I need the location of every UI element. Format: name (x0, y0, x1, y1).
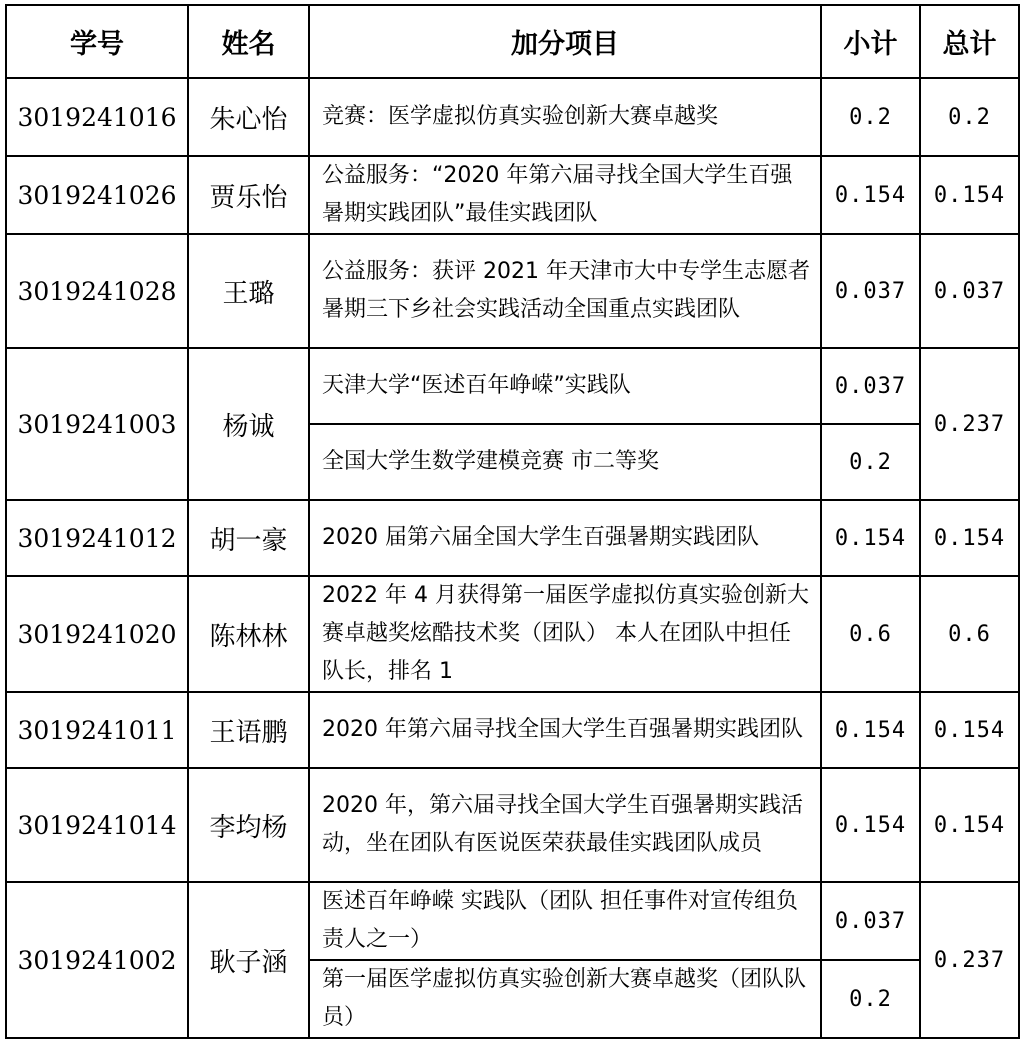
student-id-cell: 3019241012 (6, 500, 188, 576)
total-cell: 0.154 (920, 500, 1019, 576)
total-cell: 0.154 (920, 768, 1019, 882)
total-cell: 0.237 (920, 348, 1019, 500)
table-row (6, 576, 1019, 692)
table-row (6, 768, 1019, 882)
student-name-cell: 王璐 (188, 234, 309, 348)
header-row (6, 5, 1019, 78)
total-cell: 0.237 (920, 882, 1019, 1038)
student-id-cell: 3019241016 (6, 78, 188, 156)
student-id-cell: 3019241014 (6, 768, 188, 882)
student-name-cell: 陈林林 (188, 576, 309, 692)
bonus-item-cell: 2020 年第六届寻找全国大学生百强暑期实践团队 (309, 692, 821, 768)
header-bonus-item: 加分项目 (309, 5, 821, 78)
table-row (6, 500, 1019, 576)
student-name-cell: 杨诚 (188, 348, 309, 500)
student-name-cell: 贾乐怡 (188, 156, 309, 234)
table-row (6, 348, 1019, 424)
bonus-item-cell: 公益服务：“2020 年第六届寻找全国大学生百强暑期实践团队”最佳实践团队 (309, 156, 821, 234)
bonus-item-cell: 天津大学“医述百年峥嵘”实践队 (309, 348, 821, 424)
subtotal-cell: 0.154 (821, 768, 920, 882)
subtotal-cell: 0.037 (821, 882, 920, 960)
student-id-cell: 3019241011 (6, 692, 188, 768)
subtotal-cell: 0.154 (821, 500, 920, 576)
bonus-item-cell: 公益服务：获评 2021 年天津市大中专学生志愿者暑期三下乡社会实践活动全国重点实践团队 (309, 234, 821, 348)
table-row (6, 882, 1019, 960)
student-id-cell: 3019241026 (6, 156, 188, 234)
bonus-item-cell: 2020 年，第六届寻找全国大学生百强暑期实践活动，坐在团队有医说医荣获最佳实践团队成员 (309, 768, 821, 882)
student-name-cell: 王语鹏 (188, 692, 309, 768)
total-cell: 0.037 (920, 234, 1019, 348)
total-cell: 0.154 (920, 692, 1019, 768)
student-name-cell: 朱心怡 (188, 78, 309, 156)
bonus-item-cell: 2022 年 4 月获得第一届医学虚拟仿真实验创新大赛卓越奖炫酷技术奖（团队） 本人在团队中担任队长，排名 1 (309, 576, 821, 692)
total-cell: 0.154 (920, 156, 1019, 234)
table-row (6, 234, 1019, 348)
student-id-cell: 3019241020 (6, 576, 188, 692)
student-name-cell: 胡一豪 (188, 500, 309, 576)
subtotal-cell: 0.037 (821, 348, 920, 424)
subtotal-cell: 0.154 (821, 156, 920, 234)
subtotal-cell: 0.154 (821, 692, 920, 768)
subtotal-cell: 0.6 (821, 576, 920, 692)
subtotal-cell: 0.2 (821, 78, 920, 156)
bonus-points-table (5, 4, 1020, 1039)
total-cell: 0.2 (920, 78, 1019, 156)
header-name: 姓名 (188, 5, 309, 78)
header-subtotal: 小计 (821, 5, 920, 78)
subtotal-cell: 0.037 (821, 234, 920, 348)
bonus-item-cell: 2020 届第六届全国大学生百强暑期实践团队 (309, 500, 821, 576)
bonus-item-cell: 竞赛：医学虚拟仿真实验创新大赛卓越奖 (309, 78, 821, 156)
bonus-item-cell: 医述百年峥嵘 实践队（团队 担任事件对宣传组负责人之一） (309, 882, 821, 960)
student-name-cell: 耿子涵 (188, 882, 309, 1038)
total-cell: 0.6 (920, 576, 1019, 692)
table-row (6, 156, 1019, 234)
header-total: 总计 (920, 5, 1019, 78)
table-row (6, 78, 1019, 156)
subtotal-cell: 0.2 (821, 424, 920, 500)
student-name-cell: 李均杨 (188, 768, 309, 882)
student-id-cell: 3019241003 (6, 348, 188, 500)
table-row (6, 692, 1019, 768)
subtotal-cell: 0.2 (821, 960, 920, 1038)
student-id-cell: 3019241028 (6, 234, 188, 348)
student-id-cell: 3019241002 (6, 882, 188, 1038)
header-student-id: 学号 (6, 5, 188, 78)
bonus-item-cell: 全国大学生数学建模竞赛 市二等奖 (309, 424, 821, 500)
bonus-item-cell: 第一届医学虚拟仿真实验创新大赛卓越奖（团队队员） (309, 960, 821, 1038)
